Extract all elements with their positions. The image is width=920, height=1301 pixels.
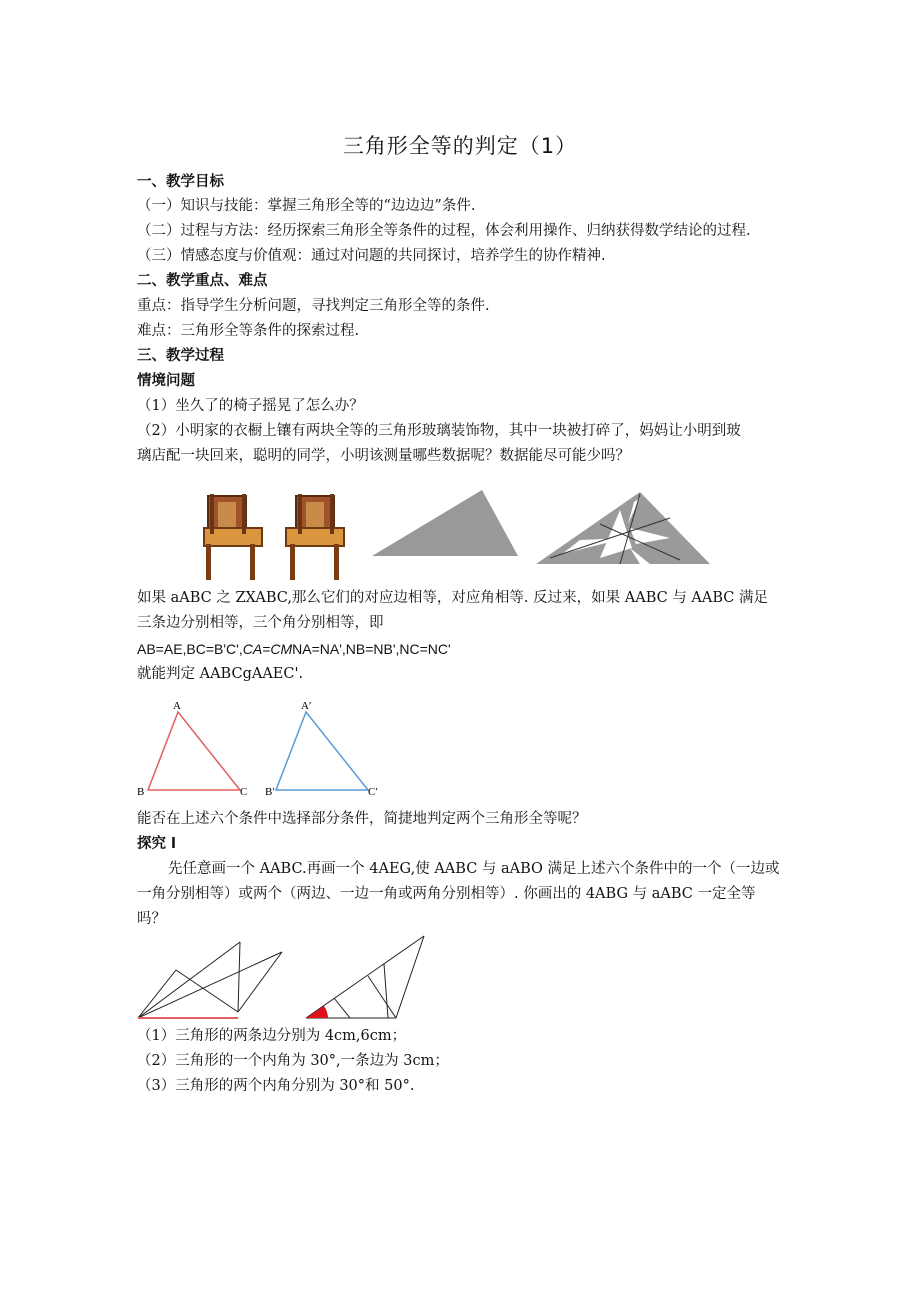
explore-line: 吗？ [137,911,166,927]
section-heading-focus: 二、教学重点、难点 [137,273,268,289]
condition-item: （1）三角形的两条边分别为 4cm,6cm； [137,1028,407,1044]
chair-image [286,494,344,580]
question-item: （2）小明家的衣橱上镶有两块全等的三角形玻璃装饰物，其中一块被打碎了，妈妈让小明到玻 [137,423,741,439]
angle-marker [306,1006,328,1018]
question-item: 璃店配一块回来，聪明的同学，小明该测量哪些数据呢？数据能尽可能少吗？ [137,448,630,464]
explore-line: 先任意画一个 AABC.再画一个 4AEG,使 AABC 与 aABO 满足上述六个条件中的一个（一边或 [168,861,780,877]
objective-item: （一）知识与技能：掌握三角形全等的“边边边”条件. [137,198,476,214]
chair-image [204,494,262,580]
vertex-label-a: A [173,700,181,712]
triangle-abc [148,712,240,790]
page-title: 三角形全等的判定（1） [342,134,578,158]
vertex-label-b-prime: B′ [265,786,275,798]
condition-item: （2）三角形的一个内角为 30°,一条边为 3cm； [137,1053,449,1069]
section-heading-process: 三、教学过程 [137,348,224,364]
explore-line: 一角分别相等）或两个（两边、一边一角或两角分别相等）. 你画出的 4ABG 与 aABC 一定全等 [137,886,756,902]
glass-triangle [372,490,518,556]
subheading-situation: 情境问题 [137,373,195,389]
chairs-and-glass-figure [200,488,720,584]
objective-item: （三）情感态度与价值观：通过对问题的共同探讨，培养学生的协作精神. [137,248,606,264]
paragraph-line: 三条边分别相等，三个角分别相等，即 [137,615,384,631]
equality-conditions [137,639,451,659]
focus-item: 难点：三角形全等条件的探索过程. [137,323,360,339]
section-heading-objectives: 一、教学目标 [137,174,224,190]
focus-item: 重点：指导学生分析问题，寻找判定三角形全等的条件. [137,298,490,314]
paragraph-line: 如果 aABC 之 ZXABC,那么它们的对应边相等，对应角相等. 反过来，如果 AABC 与 AABC 满足 [137,590,769,606]
equality-part: CA=CM [242,641,293,657]
angle-side-triangles [306,936,424,1018]
congruent-triangles-figure [134,698,394,798]
paragraph-line: 就能判定 AABCgAAEC'. [137,666,304,682]
subheading-explore: 探究 l [137,836,177,852]
equality-part: AB=AE,BC=B'C', [137,641,243,657]
exploration-figure [134,932,434,1024]
question-item: （1）坐久了的椅子摇晃了怎么办？ [137,398,364,414]
broken-glass-image [536,492,710,564]
equality-part: NA=NA',NB=NB',NC=NC' [292,641,451,657]
two-sides-triangles [138,942,282,1018]
vertex-label-a-prime: A′ [301,700,312,712]
vertex-label-c: C [240,786,248,798]
question-line: 能否在上述六个条件中选择部分条件，简捷地判定两个三角形全等呢？ [137,811,587,827]
triangle-a-prime-b-prime-c-prime [276,712,368,790]
objective-item: （二）过程与方法：经历探索三角形全等条件的过程，体会利用操作、归纳获得数学结论的过程. [137,223,751,239]
vertex-label-c-prime: C′ [368,786,378,798]
condition-item: （3）三角形的两个内角分别为 30°和 50°. [137,1078,415,1094]
vertex-label-b: B [137,786,145,798]
